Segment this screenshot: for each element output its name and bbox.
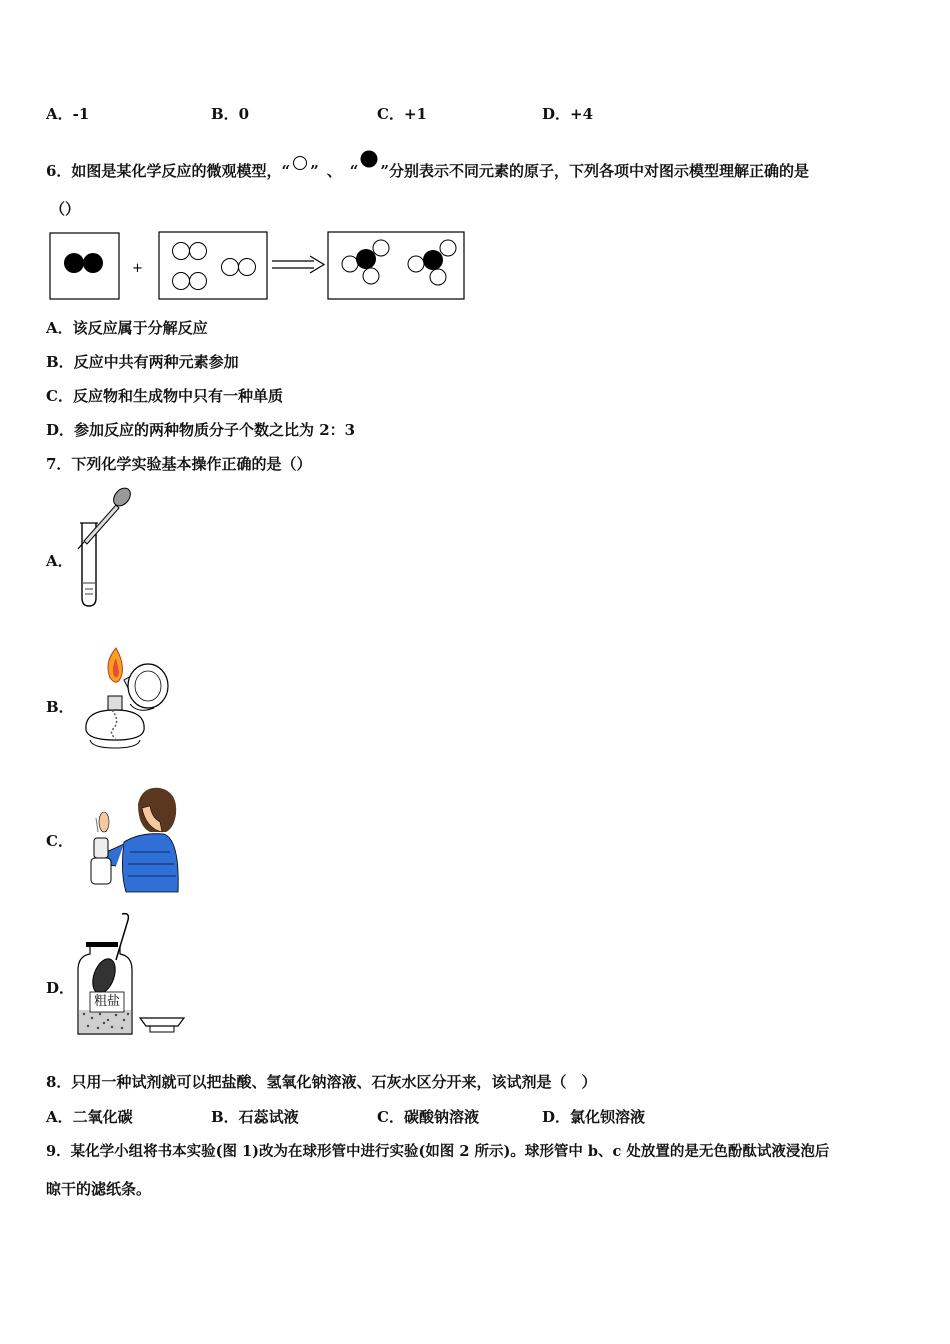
dropper-in-test-tube-illustration bbox=[72, 485, 136, 615]
white-atom bbox=[363, 268, 379, 284]
reaction-arrow bbox=[272, 256, 324, 273]
smelling-reagent-illustration bbox=[80, 782, 182, 894]
q8-option-d: D．氯化钡溶液 bbox=[542, 1108, 646, 1126]
white-atom bbox=[408, 256, 424, 272]
q8-option-b: B．石蕊试液 bbox=[211, 1108, 299, 1126]
plus-sign: + bbox=[132, 261, 143, 276]
q7-option-c-label: C． bbox=[46, 832, 73, 850]
white-atom bbox=[173, 243, 190, 260]
q8-option-c: C．碳酸钠溶液 bbox=[377, 1108, 479, 1126]
q5-option-c: C．+1 bbox=[377, 105, 427, 123]
salt-jar-illustration bbox=[76, 910, 190, 1040]
q6-option-d: D．参加反应的两种物质分子个数之比为 2：3 bbox=[46, 421, 356, 439]
black-atom bbox=[83, 253, 103, 273]
white-atom-icon bbox=[290, 156, 310, 170]
q5-option-a: A．-1 bbox=[46, 105, 90, 123]
jar-label-text: 粗盐 bbox=[93, 994, 120, 1009]
q6-option-a: A．该反应属于分解反应 bbox=[46, 319, 208, 337]
q7-option-d-label: D． bbox=[46, 979, 75, 997]
q5-option-b: B．0 bbox=[211, 105, 250, 123]
q9-stem-line2: 晾干的滤纸条。 bbox=[46, 1180, 152, 1198]
white-atom bbox=[190, 273, 207, 290]
white-atom bbox=[173, 273, 190, 290]
white-atom bbox=[190, 243, 207, 260]
black-atom bbox=[423, 250, 443, 270]
white-atom bbox=[373, 240, 389, 256]
black-atom bbox=[356, 249, 376, 269]
q6-option-c: C．反应物和生成物中只有一种单质 bbox=[46, 387, 283, 405]
white-atom bbox=[222, 259, 239, 276]
q8-stem: 8．只用一种试剂就可以把盐酸、氢氧化钠溶液、石灰水区分开来，该试剂是（ ） bbox=[46, 1073, 597, 1091]
q6-paren: （） bbox=[50, 200, 81, 218]
black-atom-icon bbox=[358, 150, 380, 168]
white-atom bbox=[239, 259, 256, 276]
q8-option-a: A．二氧化碳 bbox=[46, 1108, 133, 1126]
q6-stem: 6．如图是某化学反应的微观模型，“ ” 、 “ ”分别表示不同元素的原子，下列各项中对图示模型理解正确的是 bbox=[46, 150, 809, 181]
q7-option-b-label: B． bbox=[46, 698, 74, 716]
white-atom bbox=[342, 256, 358, 272]
q7-stem: 7．下列化学实验基本操作正确的是（） bbox=[46, 455, 312, 473]
q6-option-b: B．反应中共有两种元素参加 bbox=[46, 353, 239, 371]
q6-reaction-diagram bbox=[48, 230, 468, 302]
white-atom bbox=[430, 269, 446, 285]
alcohol-lamp-lighting-illustration bbox=[76, 644, 176, 752]
q9-stem-line1: 9．某化学小组将书本实验(图 1)改为在球形管中进行实验(如图 2 所示)。球形管中 b、c 处放置的是无色酚酞试液浸泡后 bbox=[46, 1143, 830, 1160]
q5-option-d: D．+4 bbox=[542, 105, 594, 123]
white-atom bbox=[440, 240, 456, 256]
black-atom bbox=[64, 253, 84, 273]
q7-option-a-label: A． bbox=[46, 552, 73, 570]
